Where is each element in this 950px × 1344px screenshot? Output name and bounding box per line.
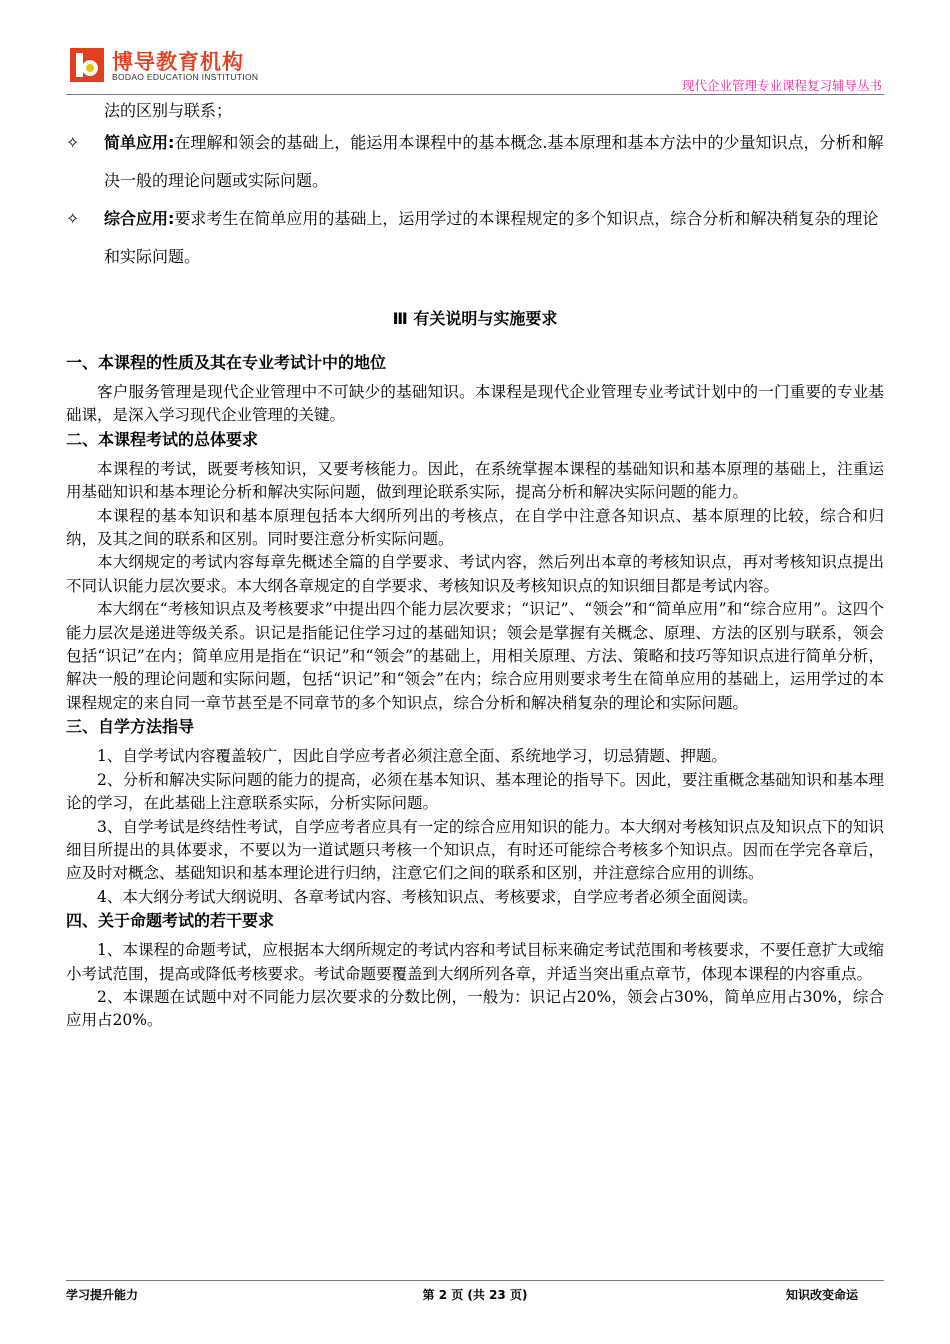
paragraph: 1、本课程的命题考试，应根据本大纲所规定的考试内容和考试目标来确定考试范围和考核要求，不要任意扩大或缩小考试范围，提高或降低考核要求。考试命题要覆盖到大纲所列各章，并适当突出重点章节，体现本课程的内容重点。 bbox=[66, 941, 884, 983]
bodao-logo-icon bbox=[70, 48, 104, 82]
bullet-simple-application bbox=[66, 124, 884, 200]
diamond-star-icon: ✧ bbox=[66, 133, 80, 152]
page-header bbox=[66, 40, 884, 94]
logo-english-name: BODAO EDUCATION INSTITUTION bbox=[112, 72, 259, 82]
footer-left-slogan: 学习提升能力 bbox=[66, 1288, 139, 1302]
section-title: Ⅲ 有关说明与实施要求 bbox=[392, 309, 558, 328]
bullet-text: 要求考生在简单应用的基础上，运用学过的本课程规定的多个知识点，综合分析和解决稍复杂的理论和实际问题。 bbox=[104, 209, 879, 266]
logo-chinese-name: 博导教育机构 bbox=[112, 50, 244, 74]
section-heading: 三、自学方法指导 bbox=[66, 717, 195, 737]
paragraph: 客户服务管理是现代企业管理中不可缺少的基础知识。本课程是现代企业管理专业考试计划中的一门重要的专业基础课，是深入学习现代企业管理的关键。 bbox=[66, 383, 884, 425]
paragraph: 4、本大纲分考试大纲说明、各章考试内容、考核知识点、考核要求，自学应考者必须全面阅读。 bbox=[97, 887, 758, 906]
paragraph: 本大纲规定的考试内容每章先概述全篇的自学要求、考试内容，然后列出本章的考核知识点，再对考核知识点提出不同认识能力层次要求。本大纲各章规定的自学要求、考核知识及考核知识点的知识细目都是考试内容。 bbox=[66, 553, 884, 595]
section-heading: 四、关于命题考试的若干要求 bbox=[66, 911, 275, 931]
paragraph: 本课程的基本知识和基本原理包括本大纲所列出的考核点，在自学中注意各知识点、基本原理的比较，综合和归纳，及其之间的联系和区别。同时要注意分析实际问题。 bbox=[66, 506, 884, 549]
paragraph: 2、本课题在试题中对不同能力层次要求的分数比例，一般为：识记占20%，领会占30%，简单应用占30%，综合应用占20%。 bbox=[66, 987, 884, 1030]
paragraph: 本大纲在“考核知识点及考核要求”中提出四个能力层次要求；“识记”、“领会”和“简单应用”和“综合应用”。这四个能力层次是递进等级关系。识记是指能记住学习过的基础知识；领会是掌握有关概念、原理、方法的区别与联系，领会包括“识记”在内；简单应用是指在“识记”和“领会”的基础上，用相关原理、方法、策略和技巧等知识点进行简单分析，解决一般的理论问题和实际问题，包括“识记”和“领会”在内；综合应用则要求考生在简单应用的基础上，运用学过的本课程规定的来自同一章节甚至是不同章节的多个知识点，综合分析和解决稍复杂的理论和实际问题。 bbox=[66, 600, 884, 712]
section-heading: 一、本课程的性质及其在专业考试计中的地位 bbox=[66, 353, 387, 372]
bullet-term: 简单应用: bbox=[104, 133, 175, 152]
paragraph: 3、自学考试是终结性考试，自学应考者应具有一定的综合应用知识的能力。本大纲对考核知识点及知识点下的知识细目所提出的具体要求，不要以为一道试题只考核一个知识点，有时还可能综合考核多个知识点。因而在学完各章后，应及时对概念、基础知识和基本理论进行归纳，注意它们之间的联系和区别，并注意综合应用的训练。 bbox=[66, 817, 884, 883]
continued-text: 法的区别与联系； bbox=[104, 101, 233, 120]
header-divider bbox=[66, 94, 884, 95]
paragraph: 1、自学考试内容覆盖较广，因此自学应考者必须注意全面、系统地学习，切忌猜题、押题。 bbox=[97, 747, 727, 766]
paragraph: 2、分析和解决实际问题的能力的提高，必须在基本知识、基本理论的指导下。因此，要注重概念基础知识和基本理论的学习，在此基础上注意联系实际，分析实际问题。 bbox=[66, 770, 884, 813]
series-title: 现代企业管理专业课程复习辅导丛书 bbox=[681, 78, 882, 93]
footer-divider bbox=[66, 1280, 884, 1281]
footer-right-slogan: 知识改变命运 bbox=[785, 1288, 858, 1302]
diamond-star-icon: ✧ bbox=[66, 209, 80, 228]
bullet-comprehensive-application bbox=[66, 200, 884, 276]
section-heading: 二、本课程考试的总体要求 bbox=[66, 429, 259, 449]
page-footer bbox=[66, 1286, 884, 1306]
bullet-text: 在理解和领会的基础上，能运用本课程中的基本概念.基本原理和基本方法中的少量知识点，分析和解决一般的理论问题或实际问题。 bbox=[104, 133, 884, 190]
bullet-term: 综合应用: bbox=[104, 209, 175, 228]
page-content bbox=[66, 98, 884, 1033]
page-number: 第 2 页 (共 23 页) bbox=[422, 1288, 528, 1302]
paragraph: 本课程的考试，既要考核知识，又要考核能力。因此，在系统掌握本课程的基础知识和基本原理的基础上，注重运用基础知识和基本理论分析和解决实际问题，做到理论联系实际，提高分析和解决实际问题的能力。 bbox=[66, 459, 884, 502]
